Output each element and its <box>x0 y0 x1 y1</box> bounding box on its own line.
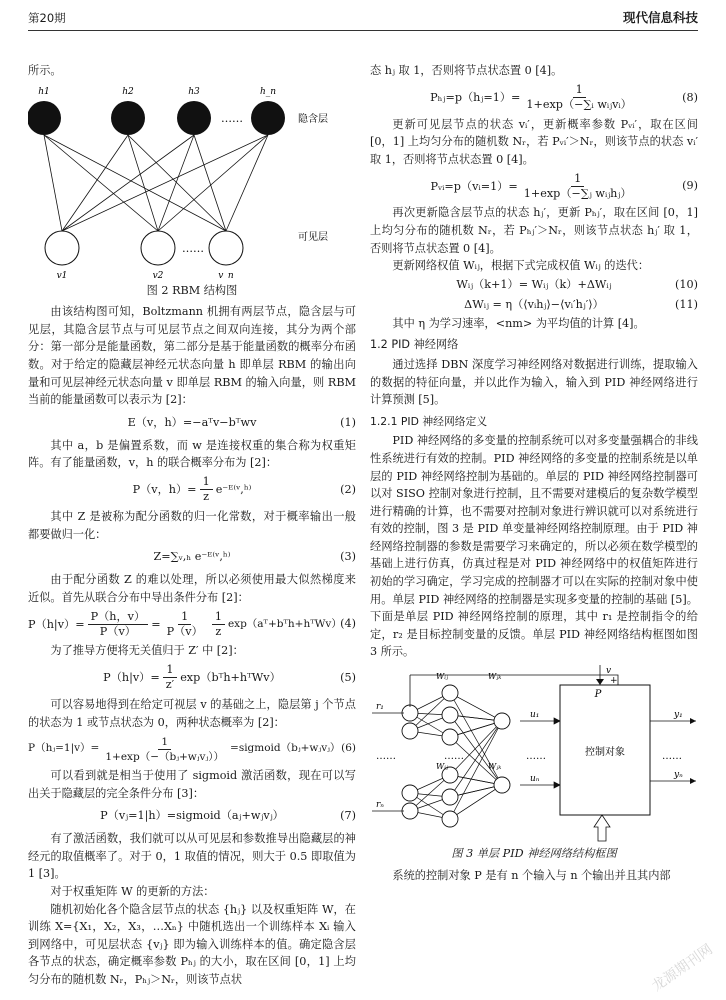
disturbance-v: v <box>606 666 612 677</box>
eq2-rhs: e⁻ᴱ⁽ᵛ,ʰ⁾ <box>215 483 252 497</box>
visible-label-1: v1 <box>56 270 68 280</box>
rbm-diagram <box>28 80 356 280</box>
eq6-lhs: P（hⱼ=1|v）= <box>28 742 100 755</box>
eq2-number: (2) <box>340 483 356 497</box>
equation-7 <box>28 802 356 830</box>
eq7-body: P（vⱼ=1|h）=sigmoid（aⱼ+wⱼvⱼ） <box>100 809 284 823</box>
equation-9 <box>370 168 698 204</box>
equation-1 <box>28 409 356 437</box>
paragraph: 其中 η 为学习速率，<nm> 为平均值的计算 [4]。 <box>392 316 645 330</box>
output-u1: u₁ <box>530 710 540 721</box>
input-r1: r₁ <box>376 702 384 713</box>
paragraph: 可以容易地得到在给定可视层 v 的基础之上，隐层第 j 个节点的状态为 1 或节点状态为 0，两种状态概率为 [2]： <box>28 697 356 729</box>
hidden-layer-label: 隐含层 <box>298 113 328 125</box>
left-column <box>28 62 356 989</box>
pid-neuron <box>402 705 418 721</box>
paragraph: 可以看到就是相当于使用了 sigmoid 激活函数，现在可以写出关于隐藏层的完全条件分布 [3]： <box>28 769 356 800</box>
journal-title: 现代信息科技 <box>622 10 698 25</box>
hidden-node-n <box>251 101 285 135</box>
paragraph: 更新网络权值 Wᵢⱼ，根据下式完成权值 Wᵢⱼ 的迭代： <box>392 259 650 273</box>
output-un: uₙ <box>530 774 540 785</box>
intro-text: 所示。 <box>28 64 62 77</box>
paragraph: 由于配分函数 Z 的难以处理，所以必须使用最大似然梯度来近似。首先从联合分布中导出条件分布 [2]： <box>28 573 356 604</box>
pid-neuron <box>494 777 510 793</box>
plant-label: 控制对象 <box>585 747 625 759</box>
hidden-node-3 <box>177 101 211 135</box>
eq4-rhs: exp（aᵀ+bᵀh+hᵀWv） <box>227 617 342 630</box>
eq9-lhs: Pᵥᵢ=p（vᵢ=1）= <box>430 179 518 193</box>
weight-wjk-bottom: Wⱼₖ <box>488 762 502 772</box>
eq5-rhs: exp（bᵀh+hᵀWv） <box>180 671 281 685</box>
equation-8 <box>370 80 698 116</box>
paragraph: 再次更新隐含层节点的状态 hⱼ′，更新 Pₕⱼ′，取在区间 [0，1] 上均匀分布的随机数 Nᵣ，若 Pₕⱼ′＞Nᵣ，则该节点状态 hⱼ′ 取 1，否则将节点状态置 0 [4]。 <box>370 206 698 255</box>
dots-4: …… <box>662 751 682 763</box>
eq3-body: Z=∑ᵥ,ₕ e⁻ᴱ⁽ᵛ,ʰ⁾ <box>153 550 231 564</box>
bottom-input-arrow <box>594 815 610 841</box>
paragraph: 有了激活函数，我们就可以从可见层和参数推导出隐藏层的神经元的取值概率了。对于 0，1 取值的情况，则大于 0.5 即取值为 1 [3]。 <box>28 832 356 881</box>
hidden-label-3: h3 <box>188 86 200 97</box>
pid-neuron <box>402 723 418 739</box>
rbm-connection <box>44 135 62 231</box>
visible-label-n: v_n <box>218 270 234 280</box>
equation-3 <box>28 543 356 571</box>
eq7-number: (7) <box>340 809 356 823</box>
paragraph: 其中 a，b 是偏置系数，而 w 是连接权重的集合称为权重矩阵。有了能量函数，v，h 的联合概率分布为 [2]： <box>28 438 356 470</box>
rbm-connection <box>226 135 268 231</box>
paragraph: 态 hⱼ 取 1，否则将节点状态置 0 [4]。 <box>370 64 563 77</box>
right-column <box>370 62 698 884</box>
eq4-number: (4) <box>340 617 356 631</box>
visible-label-2: v2 <box>152 270 164 280</box>
equation-6 <box>28 731 356 767</box>
eq6-rhs: =sigmoid（bⱼ+wⱼvⱼ） <box>230 742 341 755</box>
rbm-connection <box>44 135 158 231</box>
eq9-fraction: $\frac{1}{\text{1+exp（−∑ⱼ wᵢⱼhⱼ）}}$ <box>523 171 632 200</box>
eq8-lhs: Pₕⱼ=p（hⱼ=1）= <box>430 90 521 104</box>
output-y1: y₁ <box>674 710 683 721</box>
eq6-number: (6) <box>341 742 356 755</box>
hidden-label-1: h1 <box>38 86 50 97</box>
equation-5 <box>28 660 356 696</box>
eq5-lhs: P（h|v）= <box>103 671 160 685</box>
paragraph: 对于权重矩阵 W 的更新的方法： <box>50 885 215 899</box>
paragraph: 随机初始化各个隐含层节点的状态 {hⱼ} 以及权重矩阵 W，在训练 X={X₁，X₂，X₃，…Xₙ} 中随机选出一个训练样本 Xᵢ 输入到网络中，可见层状态 {vⱼ} 即为输入训练样本的值。确定隐含层各节点的状态，确定概率参数 Pₕⱼ 的大小，取在区间 [0，1] 上均匀分布的随机数 Nᵣ，Pₕⱼ＞Nᵣ，则该节点状 <box>28 902 356 987</box>
eq4-fraction-2: $\frac{1}{P(v)}$ <box>166 609 203 638</box>
eq10-body: Wᵢⱼ（k+1）= Wᵢⱼ（k）+ΔWᵢⱼ <box>456 277 612 291</box>
pid-neuron <box>402 803 418 819</box>
visible-node-n <box>209 231 243 265</box>
paragraph: 为了推导方便将无关值归于 Z′ 中 [2]： <box>50 644 244 658</box>
rbm-figure <box>28 80 356 280</box>
dots-1: …… <box>376 751 396 763</box>
hidden-dots: …… <box>221 111 243 125</box>
hidden-label-2: h2 <box>122 86 134 97</box>
watermark: 龙源期刊网 <box>649 941 716 996</box>
figure-2-caption: 图 2 RBM 结构图 <box>146 283 238 297</box>
eq8-fraction: $\frac{1}{\text{1+exp（−∑ᵢ wᵢⱼvᵢ）}}$ <box>526 83 632 112</box>
pid-neuron <box>442 729 458 745</box>
paragraph: 由该结构图可知，Boltzmann 机拥有两层节点，隐含层与可见层，其隐含层节点与可见层节点之间双向连接，其分为两个部分：第一部分是能量函数，第二部分是基于能量函数的概率分布函数。对于给定的隐藏层神经元状态向量 h 即单层 RBM 的输出向量和可见层神经元状态向量 v 即单层 RBM 的输入向量，则 RBM 当前的能量函数可以表示为 [2]： <box>28 305 356 407</box>
visible-node-2 <box>141 231 175 265</box>
weight-wjk-top: Wⱼₖ <box>488 672 502 682</box>
eq4-fraction-1: $\frac{P(h,v)}{P(v)}$ <box>88 610 149 639</box>
rbm-connection <box>158 135 194 231</box>
eq2-fraction: $\frac{1}{z}$ <box>200 475 213 504</box>
rbm-connection <box>62 135 268 231</box>
paragraph: 通过选择 DBN 深度学习神经网络对数据进行训练，提取输入的数据的特征向量，并以此作为输入，输入到 PID 神经网络进行计算预测 [5]。 <box>370 357 698 407</box>
eq2-lhs: P（v，h）= <box>132 483 197 497</box>
eq5-number: (5) <box>340 671 356 685</box>
plus-sign: + <box>610 676 618 687</box>
paragraph: 系统的控制对象 P 是有 n 个输入与 n 个输出并且其内部 <box>392 868 671 882</box>
equation-11 <box>370 295 698 315</box>
eq4-lhs: P（h|v）= <box>28 617 85 631</box>
dots-2: …… <box>444 751 464 763</box>
pid-connection <box>450 785 502 819</box>
weight-wij-top: Wᵢⱼ <box>436 672 448 682</box>
pid-neuron <box>442 707 458 723</box>
eq11-body: ΔWᵢⱼ = η（⟨vᵢhⱼ⟩−⟨vᵢ′hⱼ′⟩） <box>464 297 604 311</box>
page-header <box>28 8 698 31</box>
eq5-fraction: $\frac{1}{z'}$ <box>163 663 177 692</box>
pid-diagram <box>370 665 698 843</box>
paragraph: PID 神经网络的多变量的控制系统可以对多变量强耦合的非线性系统进行有效的控制。PID 神经网络的多变量的控制系统是以单层的 PID 神经网络控制为基础的。单层的 PID 神经网络控制器可以对 SISO 控制对象进行控制，且不需要对建模后的复杂数学模型进行精确的计算，也不需要对控制对象进行辨识就可以对系统进行有效的控制，图 3 是 PID 单变量神经网络控制原理。由于 PID 神经网络控制器的参数是需要学习来确定的，所以必须在数学模型的基础上进行仿真，仿真过程是对 PID 神经网络中的权值矩阵进行初始的学习确定，学习完成的控制器才可以在实际的控制对象中使用。单层 PID 神经网络的控制器是实现多变量的控制的基础 [5]。下面是单层 PID 神经网络控制的原理，其中 r₁ 是控制指令的给定，r₂ 是目标控制变量的反馈。单层 PID 神经网络结构框图如图 3 所示。 <box>370 434 698 659</box>
section-heading: 1.2 PID 神经网络 <box>370 338 459 352</box>
pid-neuron <box>402 785 418 801</box>
visible-layer-label: 可见层 <box>298 231 328 243</box>
eq9-number: (9) <box>682 179 698 193</box>
hidden-node-1 <box>28 101 61 135</box>
eq6-fraction: $\frac{1}{\text{1+exp（−（bⱼ+wⱼvⱼ））}}$ <box>105 735 225 763</box>
paragraph: 更新可见层节点的状态 vᵢ′，更新概率参数 Pᵥᵢ′，取在区间 [0，1] 上均匀分布的随机数 Nᵣ，若 Pᵥᵢ′＞Nᵣ，则该节点的状态 vᵢ′ 取 1，否则将节点状态置 0 [4]。 <box>370 117 698 166</box>
eq1-number: (1) <box>340 415 356 429</box>
equation-4 <box>28 606 356 642</box>
hidden-label-n: h_n <box>259 86 277 97</box>
paragraph: 其中 Z 是被称为配分函数的归一化常数，对于概率输出一般都要做归一化： <box>28 509 356 541</box>
input-rn: rₙ <box>376 800 384 811</box>
pid-figure <box>370 665 698 843</box>
equation-2 <box>28 472 356 508</box>
dots-3: …… <box>526 751 546 763</box>
issue-number: 第20期 <box>28 11 66 25</box>
eq3-number: (3) <box>340 550 356 564</box>
pid-neuron <box>442 789 458 805</box>
eq11-number: (11) <box>675 297 698 311</box>
hidden-node-2 <box>111 101 145 135</box>
output-yn: yₙ <box>674 770 683 781</box>
visible-node-1 <box>45 231 79 265</box>
eq10-number: (10) <box>675 277 698 291</box>
weight-wij-bottom: Wᵢⱼ <box>436 762 448 772</box>
eq8-number: (8) <box>682 90 698 104</box>
subsection-heading: 1.2.1 PID 神经网络定义 <box>370 414 488 428</box>
pid-neuron <box>442 685 458 701</box>
visible-dots: …… <box>182 241 204 255</box>
eq4-equals: = <box>151 617 161 631</box>
equation-10 <box>370 275 698 295</box>
eq4-fraction-3: $\frac{1}{z}$ <box>212 610 225 639</box>
plant-P: P <box>594 689 602 701</box>
figure-3-caption: 图 3 单层 PID 神经网络结构框图 <box>451 847 617 861</box>
eq1-body: E（v，h）=−aᵀv−bᵀwv <box>127 415 257 429</box>
pid-neuron <box>442 811 458 827</box>
pid-neuron <box>494 713 510 729</box>
